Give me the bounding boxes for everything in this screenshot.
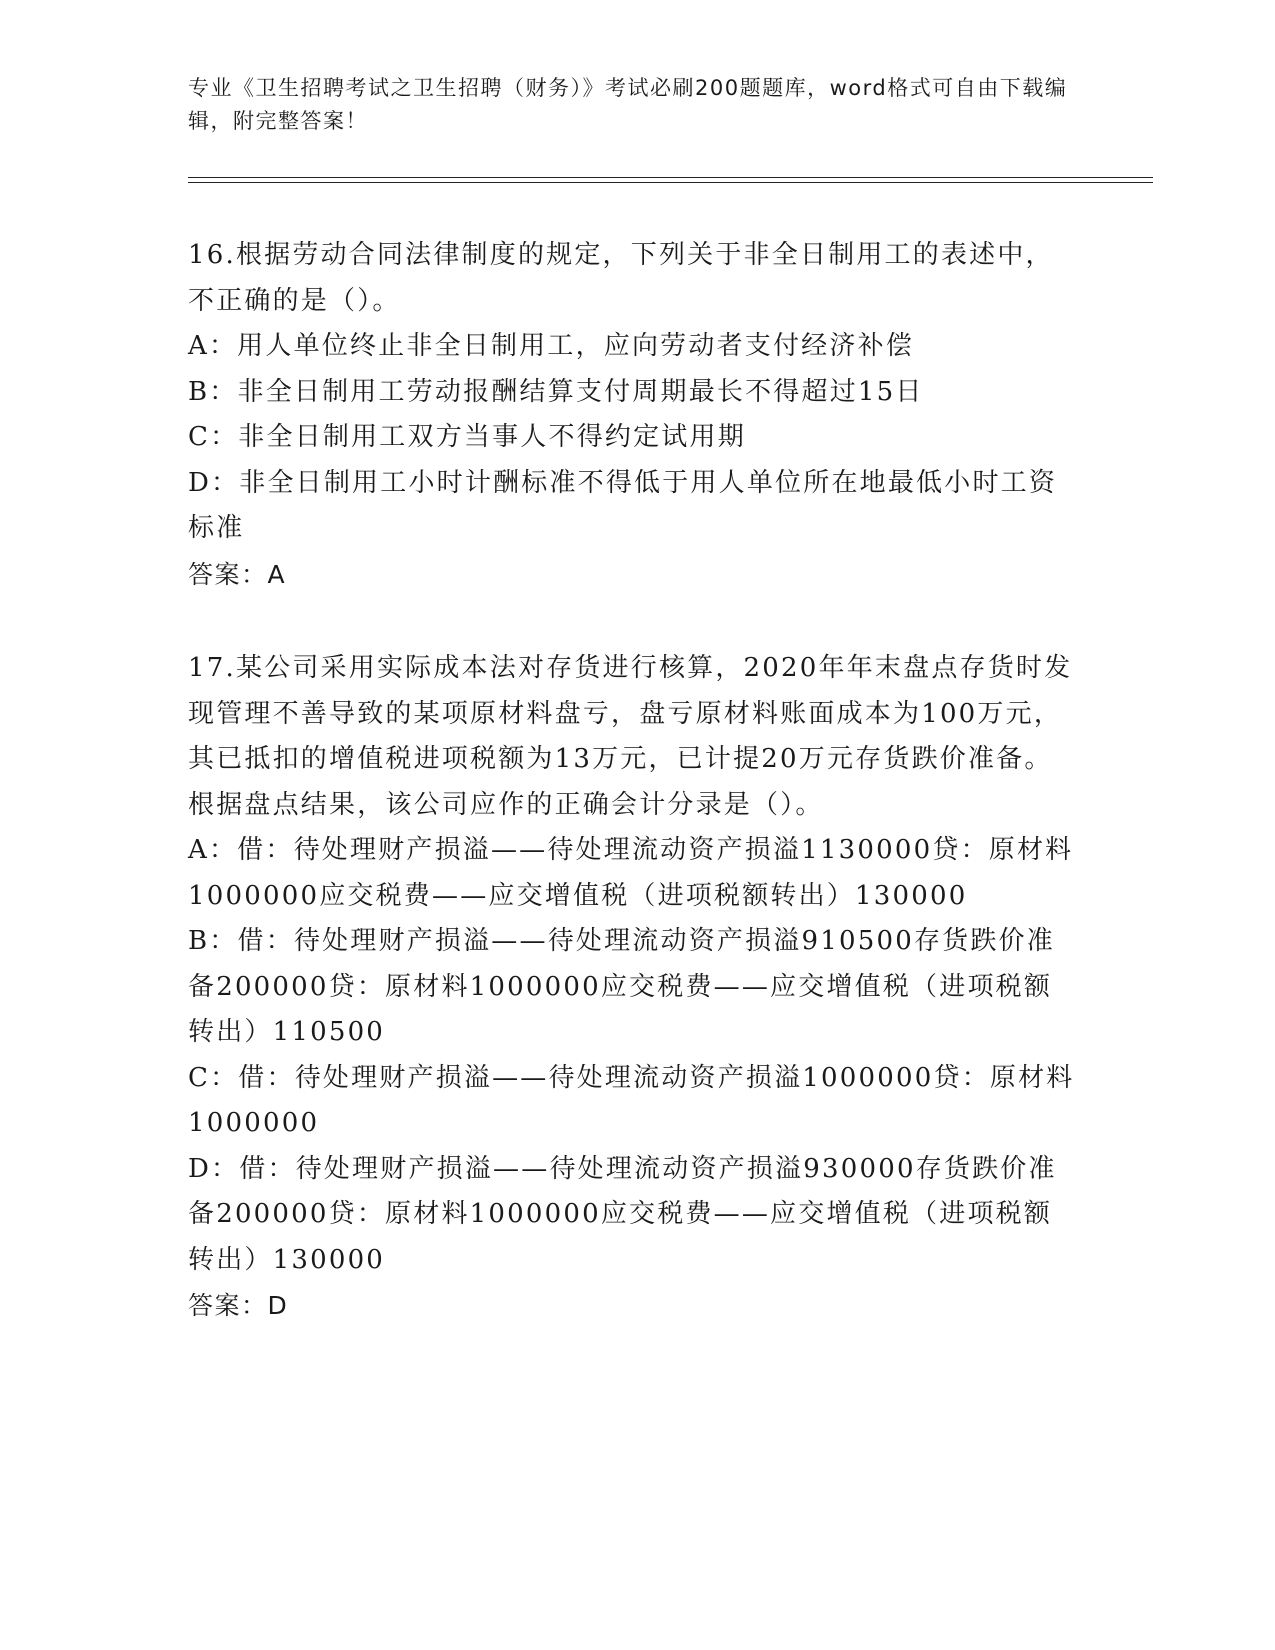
question-16 [188,233,1078,597]
option-b: B：借：待处理财产损溢——待处理流动资产损溢910500存货跌价准备200000贷：原材料1000000应交税费——应交增值税（进项税额转出）110500 [188,926,1055,1047]
option-c: C：非全日制用工双方当事人不得约定试用期 [188,422,746,452]
option-a: A：借：待处理财产损溢——待处理流动资产损溢1130000贷：原材料1000000应交税费——应交增值税（进项税额转出）130000 [188,835,1074,911]
option-a: A：用人单位终止非全日制用工，应向劳动者支付经济补偿 [188,331,914,361]
option-c: C：借：待处理财产损溢——待处理流动资产损溢1000000贷：原材料1000000 [188,1062,1075,1138]
option-d: D：借：待处理财产损溢——待处理流动资产损溢930000存货跌价准备200000贷：原材料1000000应交税费——应交增值税（进项税额转出）130000 [188,1153,1057,1275]
question-stem: 17.某公司采用实际成本法对存货进行核算，2020年年末盘点存货时发现管理不善导致的某项原材料盘亏，盘亏原材料账面成本为100万元，其已抵扣的增值税进项税额为13万元，已计提20万元存货跌价准备。根据盘点结果，该公司应作的正确会计分录是（）。 [188,653,1073,820]
option-b: B：非全日制用工劳动报酬结算支付周期最长不得超过15日 [188,376,924,407]
document-header: 专业《卫生招聘考试之卫生招聘（财务）》考试必刷200题题库，word格式可自由下载编辑，附完整答案！ [188,76,1068,133]
header-divider-top [188,177,1153,178]
header-divider-bottom [188,182,1153,183]
answer: 答案：D [188,1291,289,1320]
answer: 答案：A [188,559,287,589]
question-17 [188,646,1078,1329]
option-d: D：非全日制用工小时计酬标准不得低于用人单位所在地最低小时工资标准 [188,467,1058,543]
question-stem: 16.根据劳动合同法律制度的规定，下列关于非全日制用工的表述中，不正确的是（）。 [188,240,1054,316]
